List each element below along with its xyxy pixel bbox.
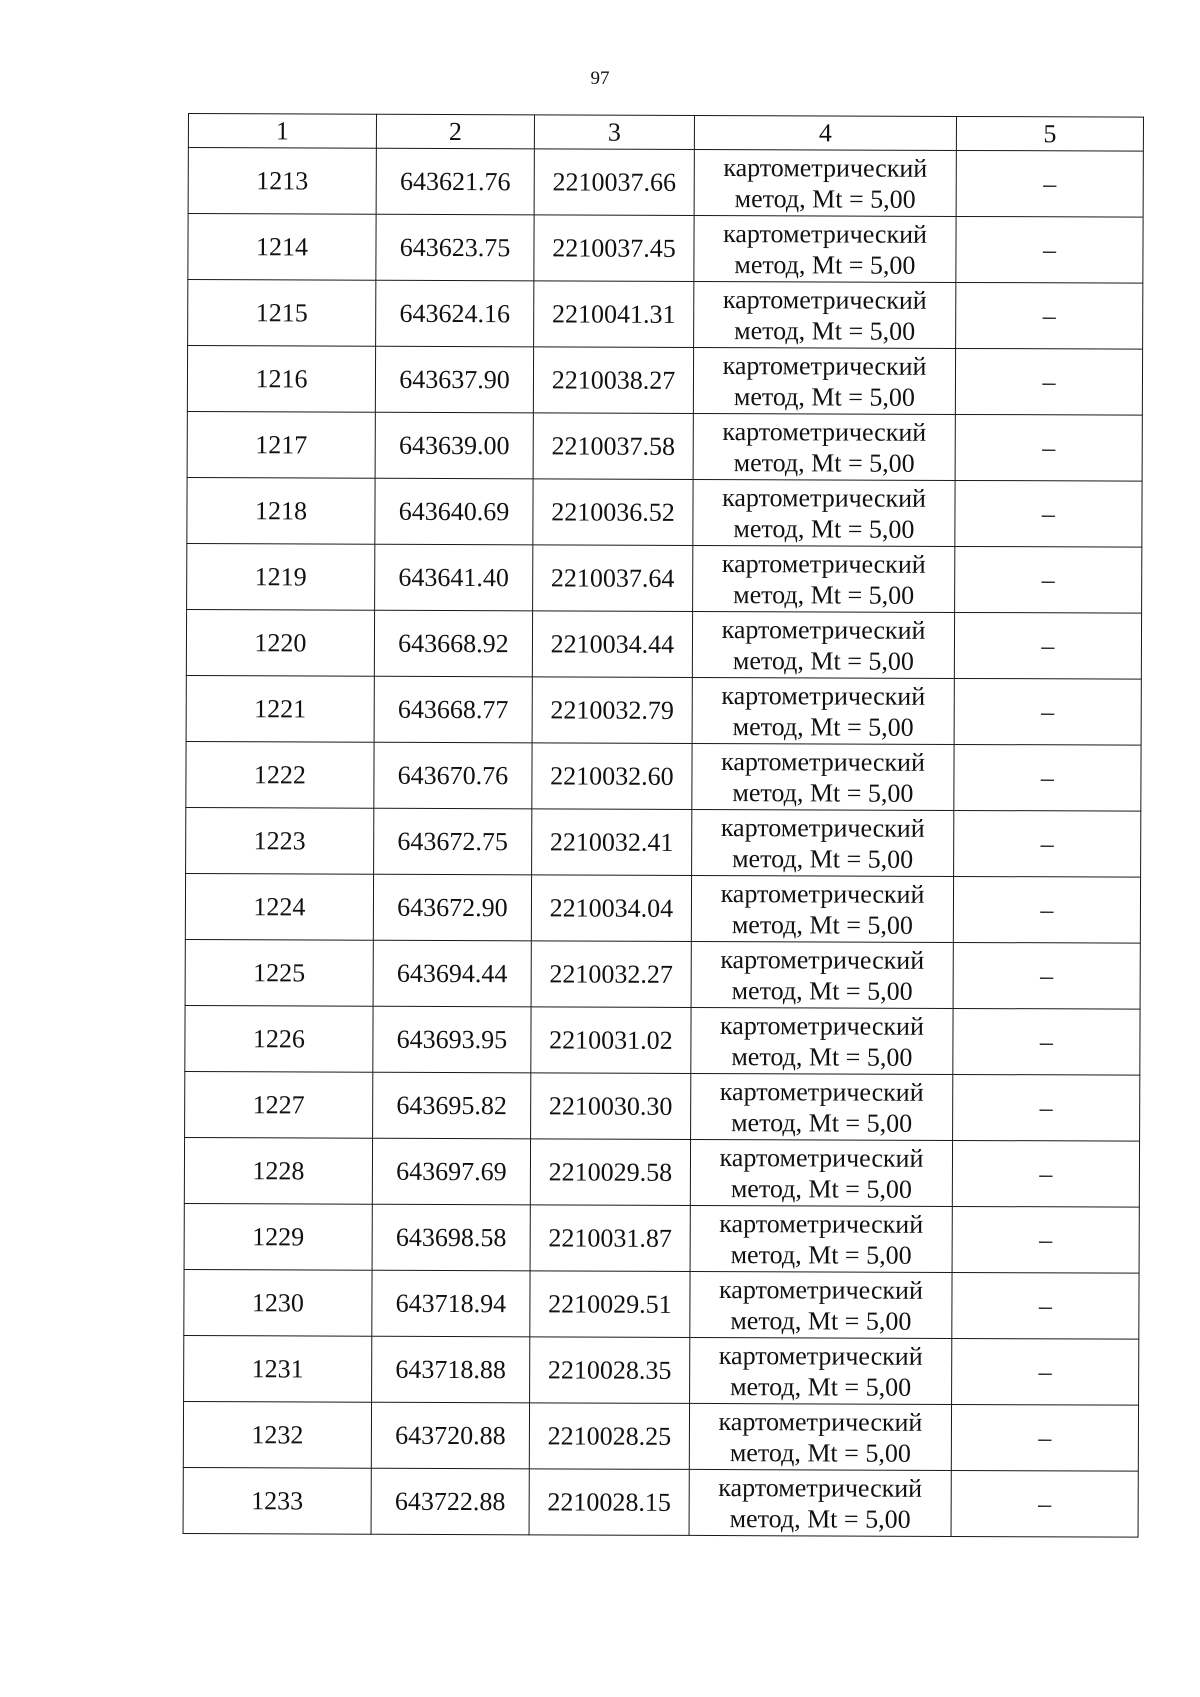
note-cell: –: [955, 480, 1142, 547]
method-line-2: метод, Mt = 5,00: [733, 579, 915, 610]
note-cell: –: [956, 216, 1143, 283]
method-line-2: метод, Mt = 5,00: [732, 777, 914, 808]
note-cell: –: [954, 678, 1141, 745]
point-number-cell: 1226: [185, 1005, 373, 1072]
table-header-row: [188, 114, 1143, 152]
method-cell: [689, 1403, 951, 1470]
method-line-1: картометрический: [719, 1274, 923, 1305]
y-coordinate-cell: 2210029.58: [530, 1139, 690, 1206]
note-cell: –: [955, 546, 1142, 613]
method-cell: [692, 611, 954, 678]
y-coordinate-cell: 2210032.60: [532, 743, 692, 810]
method-line-1: картометрический: [722, 350, 927, 381]
x-coordinate-cell: 643672.90: [373, 874, 531, 941]
method-cell: [692, 677, 954, 744]
method-line-1: картометрический: [720, 944, 925, 975]
table-row: [186, 609, 1141, 679]
y-coordinate-cell: 2210036.52: [533, 479, 693, 546]
method-line-1: картометрический: [723, 218, 928, 249]
x-coordinate-cell: 643698.58: [372, 1204, 530, 1271]
method-cell: [690, 1205, 952, 1272]
x-coordinate-cell: 643623.75: [376, 214, 534, 281]
table-row: [188, 148, 1143, 218]
method-cell: [691, 1007, 953, 1074]
y-coordinate-cell: 2210034.44: [532, 611, 692, 678]
method-cell: [691, 941, 953, 1008]
y-coordinate-cell: 2210037.45: [534, 215, 694, 282]
point-number-cell: 1223: [186, 807, 374, 874]
method-line-2: метод, Mt = 5,00: [733, 513, 915, 544]
method-line-1: картометрический: [722, 482, 926, 513]
method-line-2: метод, Mt = 5,00: [731, 1107, 913, 1138]
method-line-2: метод, Mt = 5,00: [729, 1437, 911, 1468]
table-row: [187, 543, 1142, 613]
table-row: [186, 675, 1141, 745]
note-cell: –: [955, 348, 1142, 415]
method-line-1: картометрический: [722, 416, 927, 447]
note-cell: –: [954, 612, 1141, 679]
note-cell: –: [954, 810, 1141, 877]
method-line-1: картометрический: [718, 1340, 923, 1371]
method-cell: [691, 875, 953, 942]
table-row: [187, 411, 1142, 481]
x-coordinate-cell: 643718.88: [372, 1336, 530, 1403]
method-line-2: метод, Mt = 5,00: [732, 843, 914, 874]
method-line-2: метод, Mt = 5,00: [733, 381, 915, 412]
method-cell: [694, 281, 956, 348]
y-coordinate-cell: 2210037.66: [534, 149, 694, 216]
note-cell: –: [952, 1272, 1139, 1339]
method-line-1: картометрический: [720, 1010, 924, 1041]
y-coordinate-cell: 2210032.41: [532, 809, 692, 876]
y-coordinate-cell: 2210038.27: [533, 347, 693, 414]
note-cell: –: [951, 1470, 1138, 1537]
method-line-2: метод, Mt = 5,00: [733, 447, 915, 478]
y-coordinate-cell: 2210034.04: [531, 875, 691, 942]
table-row: [184, 1203, 1139, 1273]
method-cell: [693, 479, 955, 546]
point-number-cell: 1233: [183, 1467, 371, 1534]
x-coordinate-cell: 643624.16: [376, 280, 534, 347]
point-number-cell: 1218: [187, 477, 375, 544]
note-cell: –: [953, 942, 1140, 1009]
method-line-2: метод, Mt = 5,00: [732, 711, 914, 742]
y-coordinate-cell: 2210037.58: [533, 413, 693, 480]
x-coordinate-cell: 643639.00: [375, 412, 533, 479]
y-coordinate-cell: 2210030.30: [531, 1073, 691, 1140]
method-line-1: картометрический: [723, 152, 928, 183]
x-coordinate-cell: 643695.82: [373, 1072, 531, 1139]
y-coordinate-cell: 2210028.15: [529, 1469, 689, 1536]
column-header-1: 1: [188, 114, 376, 149]
method-cell: [694, 215, 956, 282]
table-row: [185, 873, 1140, 943]
method-cell: [690, 1337, 952, 1404]
method-cell: [693, 347, 955, 414]
point-number-cell: 1224: [185, 873, 373, 940]
note-cell: –: [953, 876, 1140, 943]
method-cell: [692, 743, 954, 810]
method-line-1: картометрический: [721, 746, 925, 777]
method-line-1: картометрический: [719, 1142, 924, 1173]
note-cell: –: [956, 282, 1143, 349]
table-row: [187, 477, 1142, 547]
method-cell: [693, 413, 955, 480]
point-number-cell: 1214: [188, 214, 376, 281]
point-number-cell: 1227: [185, 1071, 373, 1138]
method-cell: [690, 1271, 952, 1338]
method-line-2: метод, Mt = 5,00: [730, 1371, 912, 1402]
table-row: [184, 1269, 1139, 1339]
table-body: [183, 148, 1143, 1538]
method-line-1: картометрический: [718, 1406, 923, 1437]
point-number-cell: 1213: [188, 148, 376, 215]
point-number-cell: 1221: [186, 675, 374, 742]
coordinates-table: [183, 113, 1144, 1538]
column-header-4: 4: [694, 115, 956, 150]
note-cell: –: [953, 1008, 1140, 1075]
table-row: [184, 1137, 1139, 1207]
point-number-cell: 1228: [184, 1137, 372, 1204]
y-coordinate-cell: 2210028.35: [530, 1337, 690, 1404]
note-cell: –: [952, 1140, 1139, 1207]
note-cell: –: [954, 744, 1141, 811]
method-line-2: метод, Mt = 5,00: [731, 975, 913, 1006]
y-coordinate-cell: 2210029.51: [530, 1271, 690, 1338]
x-coordinate-cell: 643693.95: [373, 1006, 531, 1073]
x-coordinate-cell: 643641.40: [375, 544, 533, 611]
method-line-1: картометрический: [719, 1208, 924, 1239]
method-line-1: картометрический: [720, 878, 925, 909]
table-row: [185, 1005, 1140, 1075]
point-number-cell: 1232: [183, 1401, 371, 1468]
page-number: 97: [590, 68, 610, 89]
x-coordinate-cell: 643621.76: [376, 148, 534, 215]
method-cell: [694, 149, 956, 216]
point-number-cell: 1229: [184, 1203, 372, 1270]
x-coordinate-cell: 643670.76: [374, 742, 532, 809]
table-row: [183, 1467, 1138, 1537]
column-header-5: 5: [956, 116, 1143, 151]
method-line-1: картометрический: [720, 812, 925, 843]
x-coordinate-cell: 643668.77: [374, 676, 532, 743]
method-line-1: картометрический: [721, 680, 926, 711]
point-number-cell: 1222: [186, 741, 374, 808]
x-coordinate-cell: 643640.69: [375, 478, 533, 545]
table-row: [183, 1401, 1138, 1471]
point-number-cell: 1217: [187, 411, 375, 478]
method-line-2: метод, Mt = 5,00: [730, 1239, 912, 1270]
method-line-1: картометрический: [719, 1076, 924, 1107]
column-header-3: 3: [534, 115, 694, 150]
point-number-cell: 1231: [184, 1335, 372, 1402]
y-coordinate-cell: 2210041.31: [534, 281, 694, 348]
table-row: [186, 741, 1141, 811]
method-line-2: метод, Mt = 5,00: [734, 183, 916, 214]
method-line-1: картометрический: [721, 614, 926, 645]
note-cell: –: [953, 1074, 1140, 1141]
method-line-2: метод, Mt = 5,00: [730, 1173, 912, 1204]
table-row: [187, 346, 1142, 416]
method-cell: [693, 545, 955, 612]
method-line-1: картометрический: [722, 284, 927, 315]
point-number-cell: 1225: [185, 939, 373, 1006]
x-coordinate-cell: 643668.92: [374, 610, 532, 677]
note-cell: –: [952, 1338, 1139, 1405]
method-cell: [689, 1469, 951, 1536]
x-coordinate-cell: 643694.44: [373, 940, 531, 1007]
method-line-2: метод, Mt = 5,00: [732, 645, 914, 676]
method-line-2: метод, Mt = 5,00: [734, 315, 916, 346]
x-coordinate-cell: 643672.75: [374, 808, 532, 875]
point-number-cell: 1230: [184, 1269, 372, 1336]
x-coordinate-cell: 643720.88: [371, 1402, 529, 1469]
method-line-2: метод, Mt = 5,00: [731, 1041, 913, 1072]
method-line-1: картометрический: [718, 1472, 923, 1503]
y-coordinate-cell: 2210031.02: [531, 1007, 691, 1074]
method-cell: [691, 1073, 953, 1140]
method-line-2: метод, Mt = 5,00: [731, 909, 913, 940]
y-coordinate-cell: 2210031.87: [530, 1205, 690, 1272]
point-number-cell: 1220: [186, 609, 374, 676]
table-row: [186, 807, 1141, 877]
table-row: [185, 1071, 1140, 1141]
note-cell: –: [956, 150, 1143, 217]
method-cell: [690, 1139, 952, 1206]
column-header-2: 2: [376, 114, 534, 149]
table-row: [188, 214, 1143, 284]
method-line-2: метод, Mt = 5,00: [730, 1305, 912, 1336]
note-cell: –: [952, 1206, 1139, 1273]
y-coordinate-cell: 2210032.27: [531, 941, 691, 1008]
method-line-2: метод, Mt = 5,00: [734, 249, 916, 280]
x-coordinate-cell: 643722.88: [371, 1468, 529, 1535]
x-coordinate-cell: 643637.90: [375, 346, 533, 413]
x-coordinate-cell: 643718.94: [372, 1270, 530, 1337]
x-coordinate-cell: 643697.69: [372, 1138, 530, 1205]
method-line-2: метод, Mt = 5,00: [729, 1503, 911, 1534]
point-number-cell: 1216: [187, 346, 375, 413]
method-line-1: картометрический: [721, 548, 926, 579]
y-coordinate-cell: 2210032.79: [532, 677, 692, 744]
method-cell: [692, 809, 954, 876]
note-cell: –: [955, 414, 1142, 481]
point-number-cell: 1219: [187, 543, 375, 610]
y-coordinate-cell: 2210028.25: [529, 1403, 689, 1470]
table-row: [185, 939, 1140, 1009]
note-cell: –: [951, 1404, 1138, 1471]
point-number-cell: 1215: [188, 280, 376, 347]
table-row: [184, 1335, 1139, 1405]
y-coordinate-cell: 2210037.64: [533, 545, 693, 612]
table-row: [188, 280, 1143, 350]
